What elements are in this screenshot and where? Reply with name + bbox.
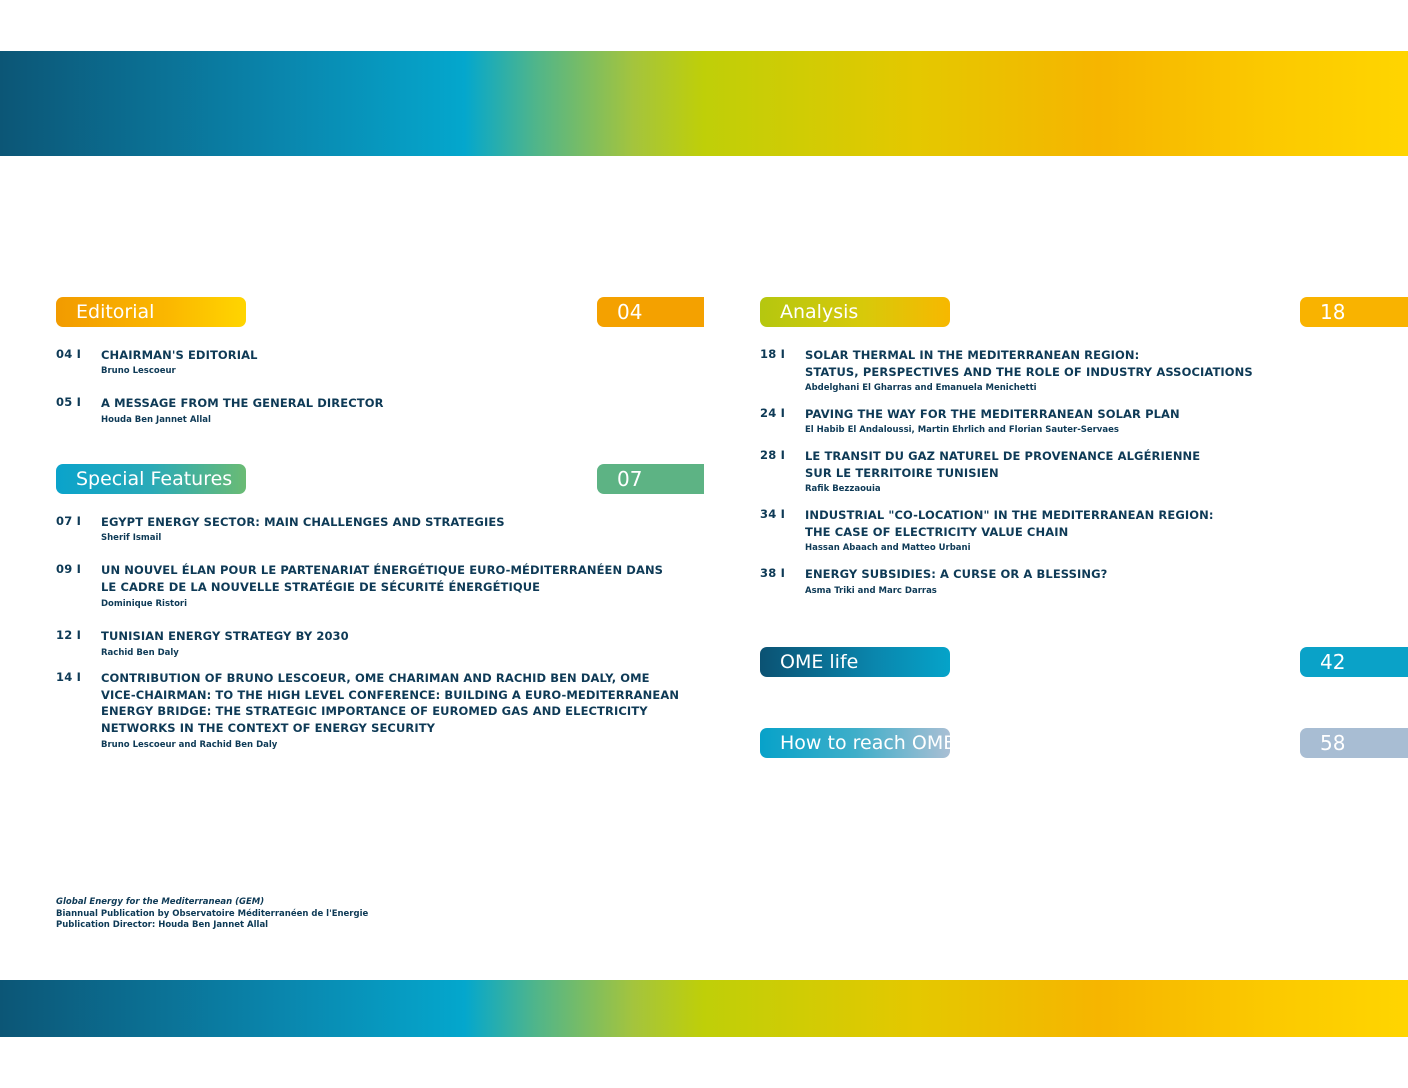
entry-page: 28 I <box>760 448 786 462</box>
section-editorial-label: Editorial <box>76 301 155 323</box>
entry-title-line: STATUS, PERSPECTIVES AND THE ROLE OF INDUSTRY ASSOCIATIONS <box>805 364 1253 379</box>
entry-page: 05 I <box>56 395 82 409</box>
section-omelife-page: 42 <box>1300 647 1408 677</box>
footer-publication-name: Global Energy for the Mediterranean (GEM) <box>56 897 265 907</box>
section-editorial-header[interactable] <box>56 297 246 327</box>
footer-director: Publication Director: Houda Ben Jannet Allal <box>56 920 269 930</box>
entry-page: 12 I <box>56 628 82 642</box>
publication-footer <box>56 897 368 932</box>
entry-title: TUNISIAN ENERGY STRATEGY BY 2030 <box>101 629 349 643</box>
entry-author: Rachid Ben Daly <box>101 648 179 658</box>
entry-title-line: LE CADRE DE LA NOUVELLE STRATÉGIE DE SÉCURITÉ ÉNERGÉTIQUE <box>101 579 541 594</box>
entry-title-line: SUR LE TERRITOIRE TUNISIEN <box>805 465 999 480</box>
section-editorial-page: 04 <box>597 297 704 327</box>
entry-title: CHAIRMAN'S EDITORIAL <box>101 348 258 362</box>
entry-page: 07 I <box>56 514 82 528</box>
entry-title-line: NETWORKS IN THE CONTEXT OF ENERGY SECURITY <box>101 720 436 735</box>
top-gradient-band <box>0 51 1408 156</box>
entry-author: Sherif Ismail <box>101 533 162 543</box>
entry-author: Bruno Lescoeur <box>101 366 176 376</box>
entry-page: 09 I <box>56 562 82 576</box>
entry-page: 18 I <box>760 347 786 361</box>
entry-author: Asma Triki and Marc Darras <box>805 586 937 596</box>
section-special-label: Special Features <box>76 468 233 490</box>
entry-author: Bruno Lescoeur and Rachid Ben Daly <box>101 740 278 750</box>
entry-title: PAVING THE WAY FOR THE MEDITERRANEAN SOLAR PLAN <box>805 407 1180 421</box>
bottom-gradient-band <box>0 980 1408 1037</box>
entry-title-line: VICE-CHAIRMAN: TO THE HIGH LEVEL CONFERENCE: BUILDING A EURO-MEDITERRANEAN <box>101 687 680 702</box>
section-special-page: 07 <box>597 464 704 494</box>
entry-author: El Habib El Andaloussi, Martin Ehrlich and Florian Sauter-Servaes <box>805 425 1119 435</box>
entry-page: 38 I <box>760 566 786 580</box>
entry-title-line: THE CASE OF ELECTRICITY VALUE CHAIN <box>805 524 1069 539</box>
section-reach-page: 58 <box>1300 728 1408 758</box>
entry-page: 14 I <box>56 670 82 684</box>
entry-author: Rafik Bezzaouia <box>805 484 881 494</box>
entry-title-line: SOLAR THERMAL IN THE MEDITERRANEAN REGION: <box>805 348 1140 362</box>
section-reach-header[interactable] <box>760 728 956 758</box>
section-reach-label: How to reach OME <box>780 732 956 754</box>
section-omelife-label: OME life <box>780 651 859 673</box>
entry-title-line: CONTRIBUTION OF BRUNO LESCOEUR, OME CHARIMAN AND RACHID BEN DALY, OME <box>101 671 650 685</box>
section-analysis-label: Analysis <box>780 301 859 323</box>
entry-page: 04 I <box>56 347 82 361</box>
footer-publisher: Biannual Publication by Observatoire Méditerranéen de l'Energie <box>56 908 369 919</box>
entry-title-line: INDUSTRIAL "CO-LOCATION" IN THE MEDITERRANEAN REGION: <box>805 508 1214 522</box>
section-omelife-header[interactable] <box>760 647 950 677</box>
section-analysis-page: 18 <box>1300 297 1408 327</box>
section-special-header[interactable] <box>56 464 246 494</box>
entry-title: A MESSAGE FROM THE GENERAL DIRECTOR <box>101 396 384 410</box>
entry-title-line: LE TRANSIT DU GAZ NATUREL DE PROVENANCE ALGÉRIENNE <box>805 449 1201 463</box>
entry-author: Dominique Ristori <box>101 599 188 609</box>
entry-page: 34 I <box>760 507 786 521</box>
section-analysis-header[interactable] <box>760 297 950 327</box>
entry-author: Abdelghani El Gharras and Emanuela Menichetti <box>805 383 1037 393</box>
entry-title: ENERGY SUBSIDIES: A CURSE OR A BLESSING? <box>805 567 1108 581</box>
entry-title: EGYPT ENERGY SECTOR: MAIN CHALLENGES AND STRATEGIES <box>101 515 505 529</box>
entry-title-line: ENERGY BRIDGE: THE STRATEGIC IMPORTANCE OF EUROMED GAS AND ELECTRICITY <box>101 704 648 718</box>
entry-page: 24 I <box>760 406 786 420</box>
entry-title-line: UN NOUVEL ÉLAN POUR LE PARTENARIAT ÉNERGÉTIQUE EURO-MÉDITERRANÉEN DANS <box>101 563 664 577</box>
entry-author: Houda Ben Jannet Allal <box>101 415 211 425</box>
entry-author: Hassan Abaach and Matteo Urbani <box>805 543 971 553</box>
